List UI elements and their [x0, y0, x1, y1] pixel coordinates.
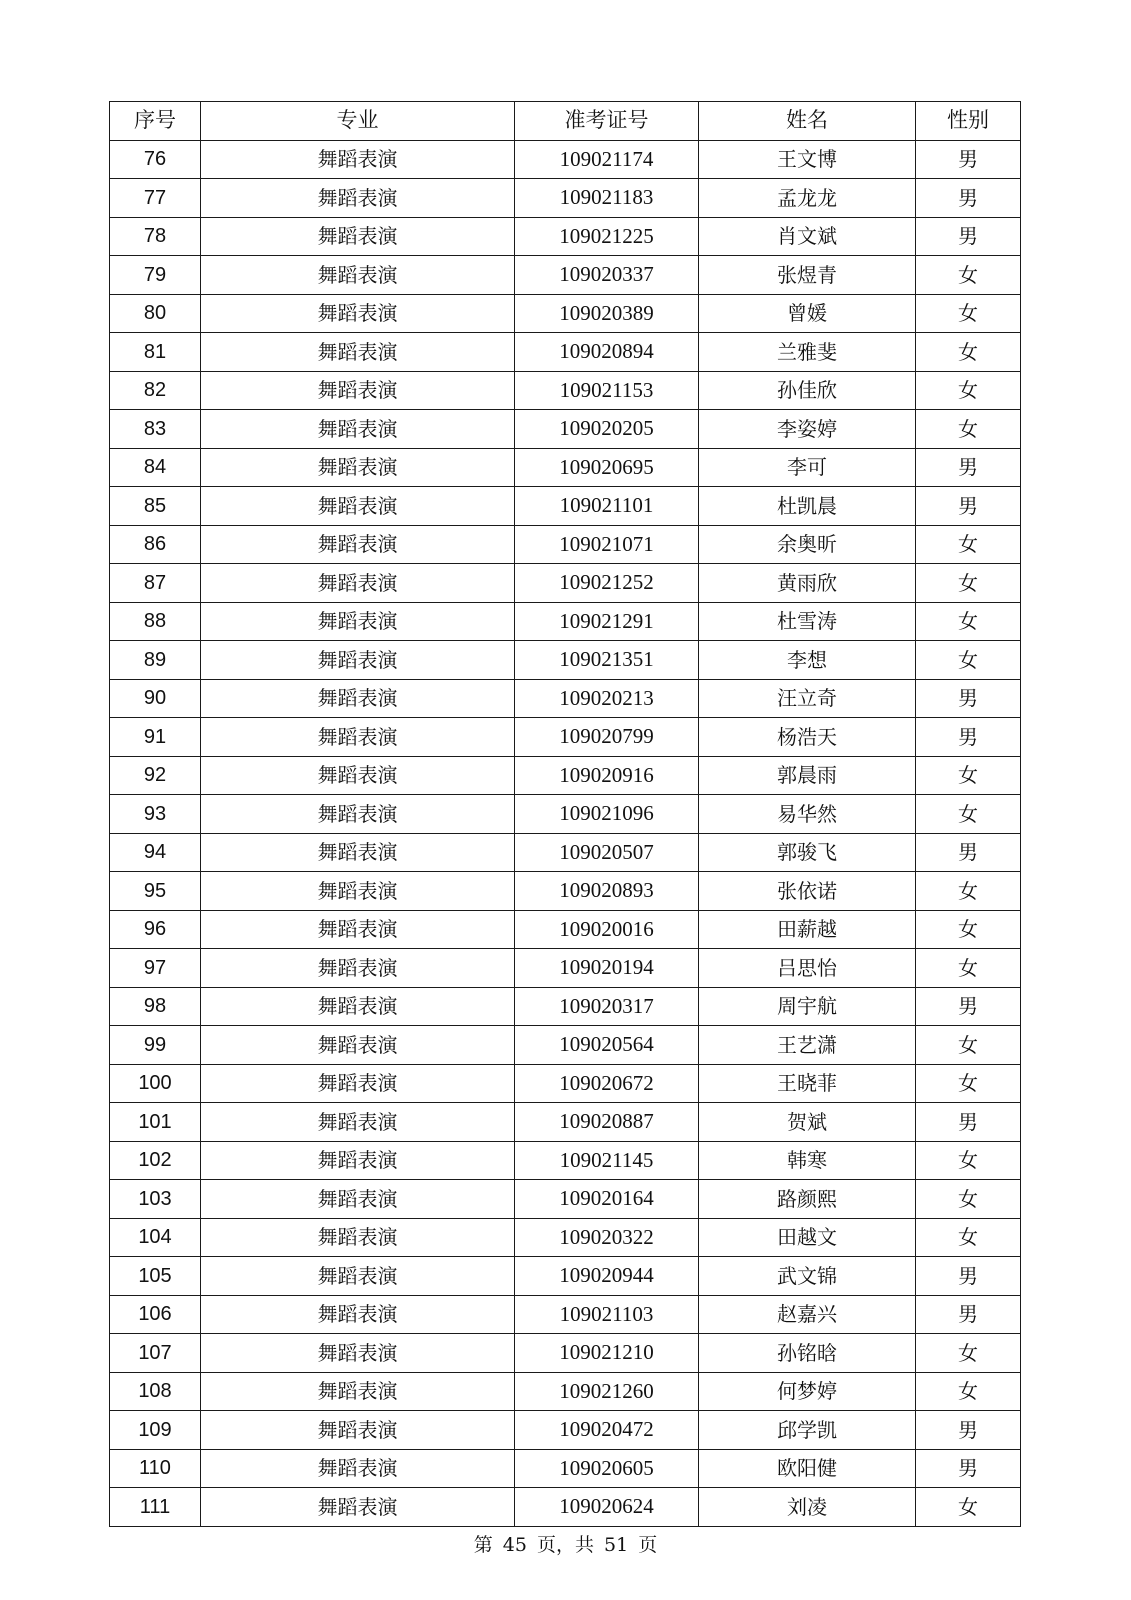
- cell-major: 舞蹈表演: [201, 564, 515, 603]
- cell-major: 舞蹈表演: [201, 1334, 515, 1373]
- cell-major: 舞蹈表演: [201, 1411, 515, 1450]
- cell-seq: 95: [110, 872, 201, 911]
- cell-name: 欧阳健: [699, 1449, 916, 1488]
- cell-name: 王文博: [699, 140, 916, 179]
- cell-gender: 女: [916, 641, 1021, 680]
- cell-exam-id: 109021183: [515, 179, 699, 218]
- cell-major: 舞蹈表演: [201, 1449, 515, 1488]
- cell-seq: 78: [110, 217, 201, 256]
- cell-name: 张依诺: [699, 872, 916, 911]
- cell-major: 舞蹈表演: [201, 371, 515, 410]
- cell-name: 杜雪涛: [699, 602, 916, 641]
- cell-major: 舞蹈表演: [201, 217, 515, 256]
- cell-exam-id: 109020605: [515, 1449, 699, 1488]
- cell-name: 孙铭晗: [699, 1334, 916, 1373]
- cell-name: 易华然: [699, 795, 916, 834]
- cell-gender: 女: [916, 1180, 1021, 1219]
- cell-name: 曾媛: [699, 294, 916, 333]
- cell-gender: 男: [916, 179, 1021, 218]
- cell-gender: 女: [916, 756, 1021, 795]
- cell-major: 舞蹈表演: [201, 448, 515, 487]
- cell-name: 兰雅斐: [699, 333, 916, 372]
- cell-gender: 女: [916, 525, 1021, 564]
- cell-seq: 83: [110, 410, 201, 449]
- cell-gender: 男: [916, 487, 1021, 526]
- cell-name: 汪立奇: [699, 679, 916, 718]
- cell-exam-id: 109021096: [515, 795, 699, 834]
- cell-gender: 女: [916, 1218, 1021, 1257]
- cell-seq: 76: [110, 140, 201, 179]
- cell-gender: 女: [916, 1026, 1021, 1065]
- cell-seq: 96: [110, 910, 201, 949]
- cell-gender: 女: [916, 1488, 1021, 1527]
- cell-name: 孟龙龙: [699, 179, 916, 218]
- header-gender: 性别: [916, 102, 1021, 141]
- cell-exam-id: 109020799: [515, 718, 699, 757]
- cell-major: 舞蹈表演: [201, 987, 515, 1026]
- cell-gender: 男: [916, 1411, 1021, 1450]
- cell-gender: 男: [916, 1295, 1021, 1334]
- cell-seq: 102: [110, 1141, 201, 1180]
- cell-exam-id: 109021145: [515, 1141, 699, 1180]
- cell-exam-id: 109020213: [515, 679, 699, 718]
- cell-major: 舞蹈表演: [201, 910, 515, 949]
- cell-seq: 91: [110, 718, 201, 757]
- cell-major: 舞蹈表演: [201, 602, 515, 641]
- cell-seq: 89: [110, 641, 201, 680]
- cell-seq: 109: [110, 1411, 201, 1450]
- table-row: [110, 564, 1021, 603]
- table-row: [110, 1218, 1021, 1257]
- cell-gender: 女: [916, 910, 1021, 949]
- table-row: [110, 371, 1021, 410]
- cell-name: 张煜青: [699, 256, 916, 295]
- cell-gender: 男: [916, 448, 1021, 487]
- cell-exam-id: 109020472: [515, 1411, 699, 1450]
- cell-exam-id: 109020564: [515, 1026, 699, 1065]
- footer-suffix: 页: [638, 1534, 658, 1556]
- cell-exam-id: 109021071: [515, 525, 699, 564]
- cell-gender: 男: [916, 833, 1021, 872]
- cell-seq: 101: [110, 1103, 201, 1142]
- cell-seq: 107: [110, 1334, 201, 1373]
- cell-seq: 108: [110, 1372, 201, 1411]
- cell-name: 肖文斌: [699, 217, 916, 256]
- cell-seq: 84: [110, 448, 201, 487]
- cell-name: 郭晨雨: [699, 756, 916, 795]
- cell-major: 舞蹈表演: [201, 718, 515, 757]
- cell-name: 田薪越: [699, 910, 916, 949]
- cell-major: 舞蹈表演: [201, 1488, 515, 1527]
- cell-name: 郭骏飞: [699, 833, 916, 872]
- cell-exam-id: 109021260: [515, 1372, 699, 1411]
- roster-table: [109, 101, 1021, 1527]
- cell-exam-id: 109021351: [515, 641, 699, 680]
- cell-seq: 80: [110, 294, 201, 333]
- cell-gender: 女: [916, 795, 1021, 834]
- header-seq: 序号: [110, 102, 201, 141]
- table-row: [110, 910, 1021, 949]
- cell-exam-id: 109020624: [515, 1488, 699, 1527]
- cell-exam-id: 109020194: [515, 949, 699, 988]
- cell-seq: 81: [110, 333, 201, 372]
- table-row: [110, 256, 1021, 295]
- cell-name: 刘凌: [699, 1488, 916, 1527]
- table-row: [110, 448, 1021, 487]
- header-name: 姓名: [699, 102, 916, 141]
- cell-major: 舞蹈表演: [201, 1103, 515, 1142]
- cell-exam-id: 109020695: [515, 448, 699, 487]
- roster-body: [110, 140, 1021, 1526]
- cell-seq: 110: [110, 1449, 201, 1488]
- cell-major: 舞蹈表演: [201, 333, 515, 372]
- cell-name: 赵嘉兴: [699, 1295, 916, 1334]
- cell-gender: 女: [916, 1334, 1021, 1373]
- cell-seq: 88: [110, 602, 201, 641]
- cell-exam-id: 109020916: [515, 756, 699, 795]
- table-row: [110, 1372, 1021, 1411]
- cell-name: 李可: [699, 448, 916, 487]
- table-row: [110, 718, 1021, 757]
- cell-gender: 女: [916, 602, 1021, 641]
- cell-name: 李姿婷: [699, 410, 916, 449]
- cell-gender: 男: [916, 140, 1021, 179]
- header-exam-id: 准考证号: [515, 102, 699, 141]
- cell-gender: 男: [916, 217, 1021, 256]
- table-row: [110, 487, 1021, 526]
- cell-major: 舞蹈表演: [201, 1180, 515, 1219]
- cell-major: 舞蹈表演: [201, 1218, 515, 1257]
- cell-name: 田越文: [699, 1218, 916, 1257]
- table-row: [110, 679, 1021, 718]
- cell-gender: 女: [916, 1141, 1021, 1180]
- cell-exam-id: 109020672: [515, 1064, 699, 1103]
- cell-exam-id: 109020317: [515, 987, 699, 1026]
- cell-gender: 女: [916, 1064, 1021, 1103]
- cell-exam-id: 109021153: [515, 371, 699, 410]
- header-major: 专业: [201, 102, 515, 141]
- table-row: [110, 987, 1021, 1026]
- cell-major: 舞蹈表演: [201, 256, 515, 295]
- cell-gender: 女: [916, 1372, 1021, 1411]
- cell-exam-id: 109020893: [515, 872, 699, 911]
- cell-major: 舞蹈表演: [201, 1372, 515, 1411]
- cell-seq: 111: [110, 1488, 201, 1527]
- cell-gender: 女: [916, 410, 1021, 449]
- cell-seq: 94: [110, 833, 201, 872]
- cell-major: 舞蹈表演: [201, 140, 515, 179]
- table-row: [110, 140, 1021, 179]
- cell-gender: 女: [916, 256, 1021, 295]
- cell-seq: 98: [110, 987, 201, 1026]
- cell-seq: 82: [110, 371, 201, 410]
- cell-seq: 99: [110, 1026, 201, 1065]
- cell-gender: 女: [916, 371, 1021, 410]
- cell-gender: 女: [916, 949, 1021, 988]
- cell-name: 贺斌: [699, 1103, 916, 1142]
- cell-name: 余奥昕: [699, 525, 916, 564]
- cell-exam-id: 109020322: [515, 1218, 699, 1257]
- table-row: [110, 1180, 1021, 1219]
- cell-name: 何梦婷: [699, 1372, 916, 1411]
- cell-gender: 女: [916, 564, 1021, 603]
- cell-major: 舞蹈表演: [201, 1141, 515, 1180]
- table-row: [110, 294, 1021, 333]
- cell-major: 舞蹈表演: [201, 410, 515, 449]
- table-row: [110, 756, 1021, 795]
- cell-name: 杨浩天: [699, 718, 916, 757]
- cell-exam-id: 109021103: [515, 1295, 699, 1334]
- table-row: [110, 333, 1021, 372]
- cell-seq: 103: [110, 1180, 201, 1219]
- cell-name: 吕思怡: [699, 949, 916, 988]
- cell-major: 舞蹈表演: [201, 641, 515, 680]
- cell-exam-id: 109021291: [515, 602, 699, 641]
- table-row: [110, 949, 1021, 988]
- table-row: [110, 1334, 1021, 1373]
- cell-gender: 女: [916, 333, 1021, 372]
- cell-major: 舞蹈表演: [201, 872, 515, 911]
- cell-exam-id: 109020944: [515, 1257, 699, 1296]
- cell-name: 黄雨欣: [699, 564, 916, 603]
- cell-seq: 87: [110, 564, 201, 603]
- cell-exam-id: 109021252: [515, 564, 699, 603]
- cell-major: 舞蹈表演: [201, 795, 515, 834]
- table-row: [110, 410, 1021, 449]
- table-row: [110, 1257, 1021, 1296]
- cell-name: 路颜熙: [699, 1180, 916, 1219]
- cell-seq: 104: [110, 1218, 201, 1257]
- table-row: [110, 1064, 1021, 1103]
- cell-gender: 男: [916, 987, 1021, 1026]
- cell-major: 舞蹈表演: [201, 756, 515, 795]
- cell-exam-id: 109020507: [515, 833, 699, 872]
- cell-name: 杜凯晨: [699, 487, 916, 526]
- table-row: [110, 833, 1021, 872]
- cell-exam-id: 109020337: [515, 256, 699, 295]
- footer-page-number: 45: [502, 1534, 527, 1556]
- cell-name: 周宇航: [699, 987, 916, 1026]
- cell-major: 舞蹈表演: [201, 525, 515, 564]
- cell-name: 孙佳欣: [699, 371, 916, 410]
- cell-exam-id: 109020389: [515, 294, 699, 333]
- cell-seq: 100: [110, 1064, 201, 1103]
- cell-exam-id: 109020894: [515, 333, 699, 372]
- table-row: [110, 1103, 1021, 1142]
- cell-exam-id: 109021225: [515, 217, 699, 256]
- table-row: [110, 1141, 1021, 1180]
- footer-prefix: 第: [473, 1534, 493, 1556]
- cell-gender: 女: [916, 872, 1021, 911]
- cell-seq: 106: [110, 1295, 201, 1334]
- cell-exam-id: 109020205: [515, 410, 699, 449]
- cell-gender: 男: [916, 1449, 1021, 1488]
- cell-exam-id: 109021174: [515, 140, 699, 179]
- table-row: [110, 1488, 1021, 1527]
- page-footer: [0, 1530, 1131, 1557]
- cell-seq: 97: [110, 949, 201, 988]
- cell-seq: 93: [110, 795, 201, 834]
- cell-major: 舞蹈表演: [201, 1064, 515, 1103]
- cell-name: 邱学凯: [699, 1411, 916, 1450]
- cell-name: 王艺潇: [699, 1026, 916, 1065]
- cell-gender: 男: [916, 1257, 1021, 1296]
- cell-seq: 77: [110, 179, 201, 218]
- cell-major: 舞蹈表演: [201, 679, 515, 718]
- cell-name: 王晓菲: [699, 1064, 916, 1103]
- table-row: [110, 179, 1021, 218]
- cell-exam-id: 109020164: [515, 1180, 699, 1219]
- table-row: [110, 872, 1021, 911]
- table-row: [110, 795, 1021, 834]
- cell-seq: 79: [110, 256, 201, 295]
- cell-major: 舞蹈表演: [201, 1295, 515, 1334]
- footer-middle: 页，共: [536, 1534, 594, 1556]
- cell-major: 舞蹈表演: [201, 1026, 515, 1065]
- cell-name: 李想: [699, 641, 916, 680]
- cell-major: 舞蹈表演: [201, 1257, 515, 1296]
- cell-gender: 女: [916, 294, 1021, 333]
- cell-name: 武文锦: [699, 1257, 916, 1296]
- table-row: [110, 1411, 1021, 1450]
- table-row: [110, 1295, 1021, 1334]
- cell-exam-id: 109021210: [515, 1334, 699, 1373]
- cell-seq: 86: [110, 525, 201, 564]
- table-row: [110, 525, 1021, 564]
- cell-exam-id: 109021101: [515, 487, 699, 526]
- table-row: [110, 217, 1021, 256]
- cell-name: 韩寒: [699, 1141, 916, 1180]
- cell-seq: 85: [110, 487, 201, 526]
- cell-major: 舞蹈表演: [201, 294, 515, 333]
- table-row: [110, 602, 1021, 641]
- table-row: [110, 641, 1021, 680]
- cell-seq: 92: [110, 756, 201, 795]
- cell-seq: 105: [110, 1257, 201, 1296]
- cell-major: 舞蹈表演: [201, 833, 515, 872]
- header-row: [110, 102, 1021, 141]
- table-row: [110, 1026, 1021, 1065]
- cell-gender: 男: [916, 1103, 1021, 1142]
- cell-seq: 90: [110, 679, 201, 718]
- cell-exam-id: 109020016: [515, 910, 699, 949]
- footer-total-pages: 51: [604, 1534, 629, 1556]
- cell-major: 舞蹈表演: [201, 949, 515, 988]
- cell-major: 舞蹈表演: [201, 487, 515, 526]
- cell-gender: 男: [916, 718, 1021, 757]
- cell-exam-id: 109020887: [515, 1103, 699, 1142]
- table-row: [110, 1449, 1021, 1488]
- cell-gender: 男: [916, 679, 1021, 718]
- cell-major: 舞蹈表演: [201, 179, 515, 218]
